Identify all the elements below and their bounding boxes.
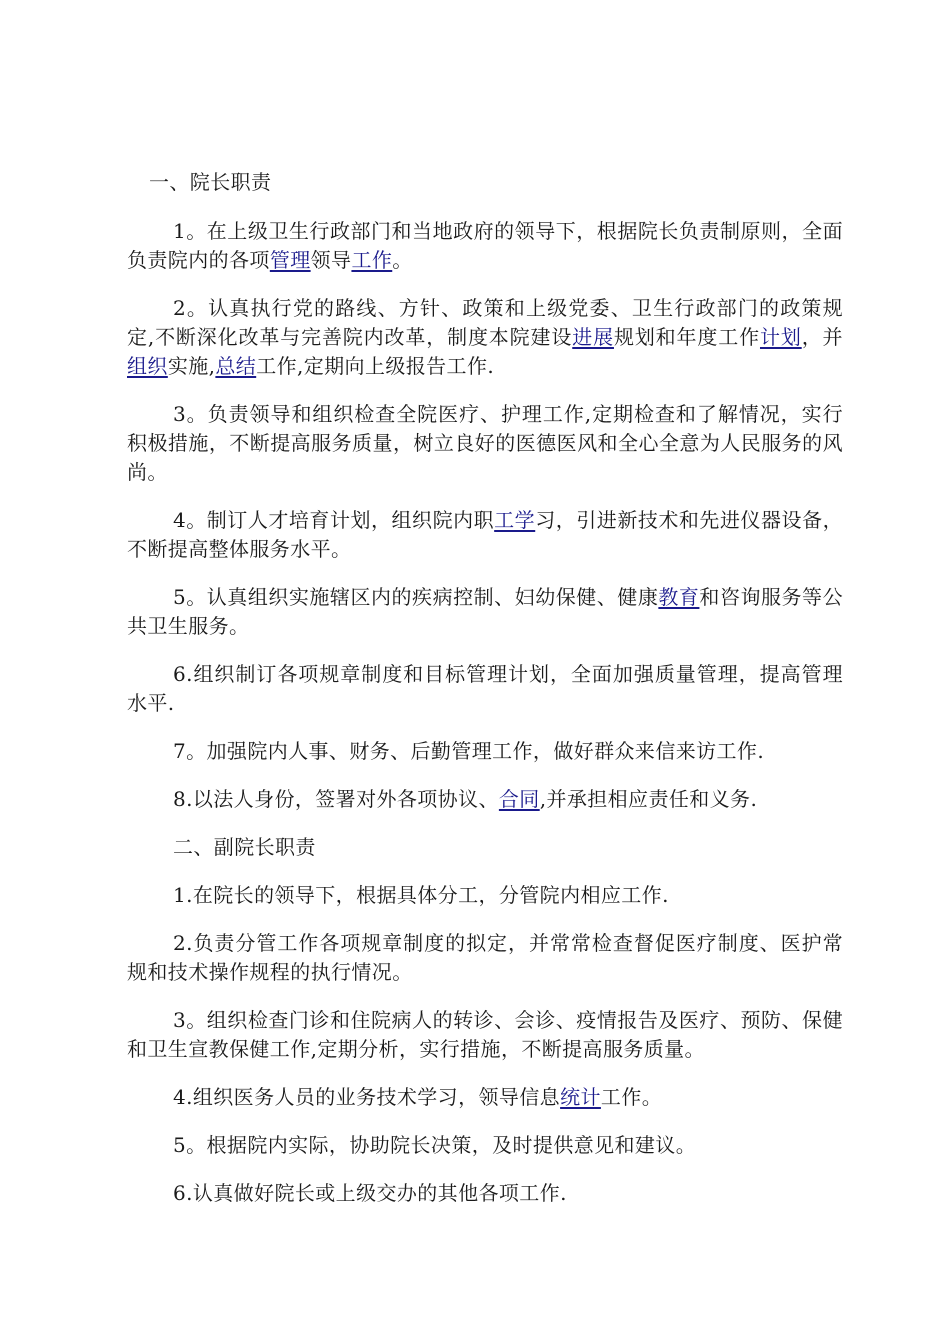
keyword-link[interactable]: 总结 [215,354,257,378]
section-heading-president-duties: 一、院长职责 [149,170,272,194]
keyword-link[interactable]: 教育 [658,585,700,609]
list-item [127,583,843,641]
keyword-link[interactable]: 合同 [498,787,540,811]
paragraph-text: 工作。 [600,1085,663,1109]
paragraph-text: 3。组织检查门诊和住院病人的转诊、会诊、疫情报告及医疗、预防、保健和卫生宣教保健工作,定期分析，实行措施，不断提高服务质量。 [127,1008,843,1061]
paragraph-text: 和咨询服务等公共卫生服务。 [127,585,843,638]
paragraph-text: 4.组织医务人员的业务技术学习，领导信息 [173,1085,561,1109]
list-item [127,294,843,381]
list-item [127,660,843,718]
paragraph-text: 5。根据院内实际，协助院长决策，及时提供意见和建议。 [173,1133,697,1157]
list-item [127,1006,843,1064]
paragraph-text: 5。认真组织实施辖区内的疾病控制、妇幼保健、健康 [173,585,659,609]
paragraph-text: ，并 [801,325,843,349]
section-heading-vice-president-duties: 二、副院长职责 [173,835,316,859]
list-item [127,737,843,766]
paragraph-text: 领导 [310,248,352,272]
paragraph-text: 规划和年度工作 [613,325,760,349]
keyword-link[interactable]: 进展 [572,325,614,349]
paragraph-text: 2.负责分管工作各项规章制度的拟定，并常常检查督促医疗制度、医护常规和技术操作规程的执行情况。 [127,931,843,984]
paragraph-text: 6.认真做好院长或上级交办的其他各项工作. [173,1181,567,1205]
list-item [127,1131,843,1160]
paragraph-text: 7。加强院内人事、财务、后勤管理工作，做好群众来信来访工作. [173,739,765,763]
keyword-link[interactable]: 统计 [560,1085,601,1109]
list-item [127,881,843,910]
paragraph-text: 习，引进新技术和先进仪器设备，不断提高整体服务水平。 [127,508,843,561]
paragraph-text: 6.组织制订各项规章制度和目标管理计划，全面加强质量管理，提高管理水平. [127,662,843,715]
document-page [127,168,843,1208]
paragraph-text: 1.在院长的领导下，根据具体分工，分管院内相应工作. [173,883,669,907]
keyword-link[interactable]: 工作 [351,248,393,272]
list-item [127,929,843,987]
list-item [127,1083,843,1112]
paragraph-text: 工作,定期向上级报告工作. [256,354,495,378]
keyword-link[interactable]: 组织 [127,354,168,378]
keyword-link[interactable]: 计划 [759,325,802,349]
keyword-link[interactable]: 工学 [494,508,536,532]
paragraph-text: 。 [392,248,413,272]
keyword-link[interactable]: 管理 [269,248,311,272]
paragraph-text: 8.以法人身份，签署对外各项协议、 [173,787,499,811]
paragraph-text: 3。负责领导和组织检查全院医疗、护理工作,定期检查和了解情况，实行积极措施，不断提高服务质量，树立良好的医德医风和全心全意为人民服务的风尚。 [127,402,843,484]
paragraph-text: 实施, [167,354,216,378]
paragraph-text: ,并承担相应责任和义务. [539,787,758,811]
list-item [127,506,843,564]
list-item [127,1179,843,1208]
list-item [127,217,843,275]
paragraph-text: 2。认真执行党的路线、方针、政策和上级党委、卫生行政部门的政策规定,不断深化改革与完善院内改革，制度本院建设 [127,296,843,349]
list-item [127,400,843,487]
list-item [127,785,843,814]
paragraph-text: 1。在上级卫生行政部门和当地政府的领导下，根据院长负责制原则，全面负责院内的各项 [127,219,843,272]
paragraph-text: 4。制订人才培育计划，组织院内职 [173,508,495,532]
